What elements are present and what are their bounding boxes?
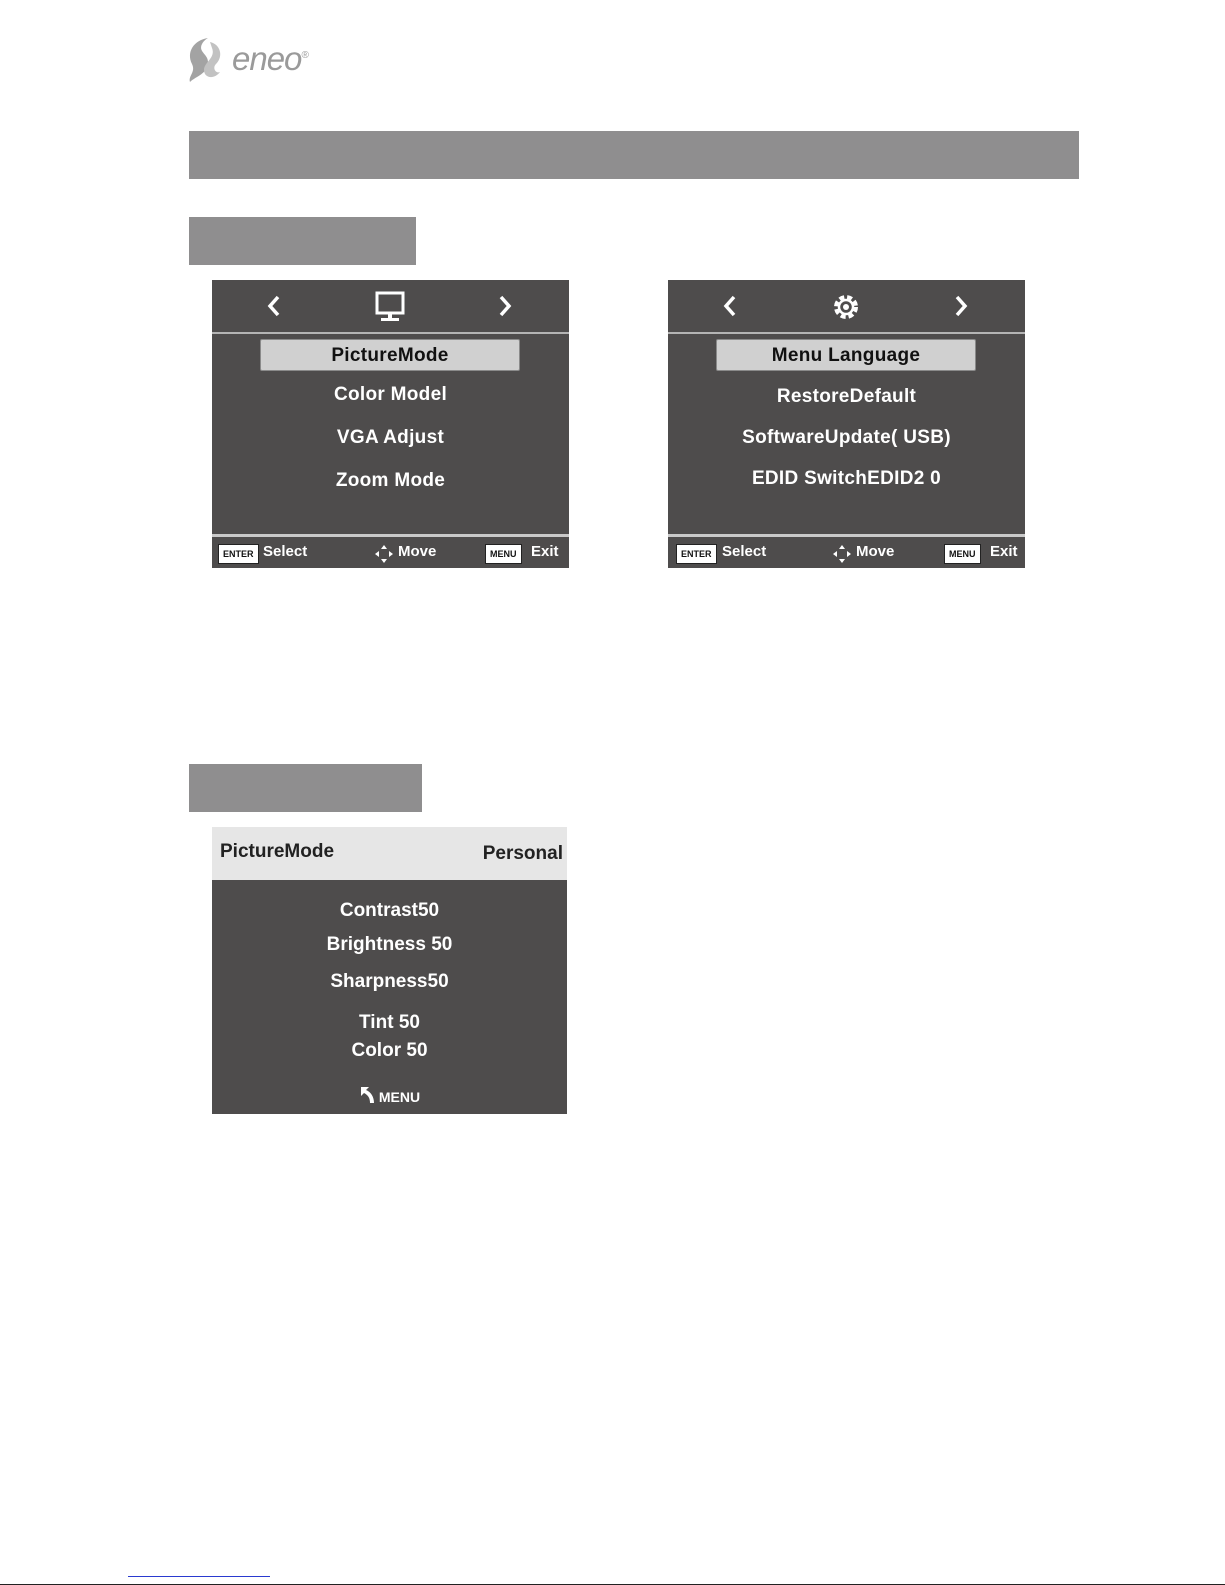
sharpness-setting[interactable] bbox=[212, 971, 567, 993]
eneo-wordmark: eneo® bbox=[232, 40, 308, 77]
section-header-bar bbox=[189, 217, 416, 265]
enter-key-badge: ENTER bbox=[218, 544, 259, 564]
setting-value: 50 bbox=[398, 1012, 420, 1033]
setting-label: Tint bbox=[359, 1012, 394, 1033]
setting-value: 50 bbox=[406, 1040, 428, 1061]
monitor-icon bbox=[372, 290, 408, 324]
menu-item-picture-mode[interactable]: PictureMode bbox=[260, 339, 520, 371]
osd-category-bar bbox=[668, 280, 1025, 332]
page-header-bar bbox=[189, 131, 1079, 179]
color-setting[interactable] bbox=[212, 1040, 567, 1062]
exit-hint: Exit bbox=[990, 543, 1018, 560]
osd-picture-menu bbox=[212, 280, 569, 568]
picture-mode-panel bbox=[212, 827, 567, 1114]
back-label: MENU bbox=[378, 1089, 421, 1105]
section-header-bar bbox=[189, 764, 422, 812]
picture-mode-label: PictureMode bbox=[220, 841, 335, 862]
menu-item-edid-switch[interactable]: EDID SwitchEDID2 0 bbox=[751, 468, 942, 489]
menu-item-restore-default[interactable]: RestoreDefault bbox=[776, 386, 917, 407]
chevron-left-icon[interactable] bbox=[720, 294, 740, 318]
contrast-setting[interactable] bbox=[212, 900, 567, 922]
divider bbox=[668, 332, 1025, 334]
osd-footer bbox=[212, 542, 569, 568]
divider bbox=[212, 534, 569, 537]
enter-key-badge: ENTER bbox=[676, 544, 717, 564]
move-arrows-icon bbox=[374, 544, 394, 564]
menu-item-software-update[interactable]: SoftwareUpdate( USB) bbox=[742, 427, 951, 448]
footer-link-underline bbox=[128, 1576, 270, 1577]
exit-hint: Exit bbox=[531, 543, 559, 560]
menu-item-zoom-mode[interactable]: Zoom Mode bbox=[335, 470, 446, 491]
menu-item-color-model[interactable]: Color Model bbox=[333, 384, 448, 405]
back-to-menu[interactable] bbox=[212, 1085, 567, 1105]
gear-icon bbox=[828, 290, 864, 324]
chevron-right-icon[interactable] bbox=[951, 294, 971, 318]
select-hint: Select bbox=[722, 543, 767, 560]
menu-key-badge: MENU bbox=[485, 544, 522, 564]
osd-category-bar bbox=[212, 280, 569, 332]
move-hint: Move bbox=[398, 543, 437, 560]
select-hint: Select bbox=[263, 543, 308, 560]
picture-mode-value: Personal bbox=[482, 843, 563, 864]
setting-value: 50 bbox=[417, 900, 440, 921]
setting-label: Contrast bbox=[339, 900, 418, 921]
menu-item-menu-language[interactable]: Menu Language bbox=[716, 339, 976, 371]
tint-setting[interactable] bbox=[212, 1012, 567, 1034]
return-arrow-icon bbox=[359, 1085, 379, 1105]
setting-label: Color bbox=[351, 1040, 402, 1061]
picture-mode-header[interactable] bbox=[212, 827, 567, 880]
chevron-right-icon[interactable] bbox=[495, 294, 515, 318]
setting-label: Brightness bbox=[326, 934, 426, 955]
divider bbox=[668, 534, 1025, 537]
menu-item-vga-adjust[interactable]: VGA Adjust bbox=[336, 427, 445, 448]
brightness-setting[interactable] bbox=[212, 934, 567, 956]
move-hint: Move bbox=[856, 543, 895, 560]
setting-value: 50 bbox=[431, 934, 453, 955]
osd-system-menu bbox=[668, 280, 1025, 568]
menu-key-badge: MENU bbox=[944, 544, 981, 564]
setting-label: Sharpness bbox=[330, 971, 428, 992]
chevron-left-icon[interactable] bbox=[264, 294, 284, 318]
osd-footer bbox=[668, 542, 1025, 568]
setting-value: 50 bbox=[427, 971, 449, 992]
move-arrows-icon bbox=[832, 544, 852, 564]
divider bbox=[212, 332, 569, 334]
